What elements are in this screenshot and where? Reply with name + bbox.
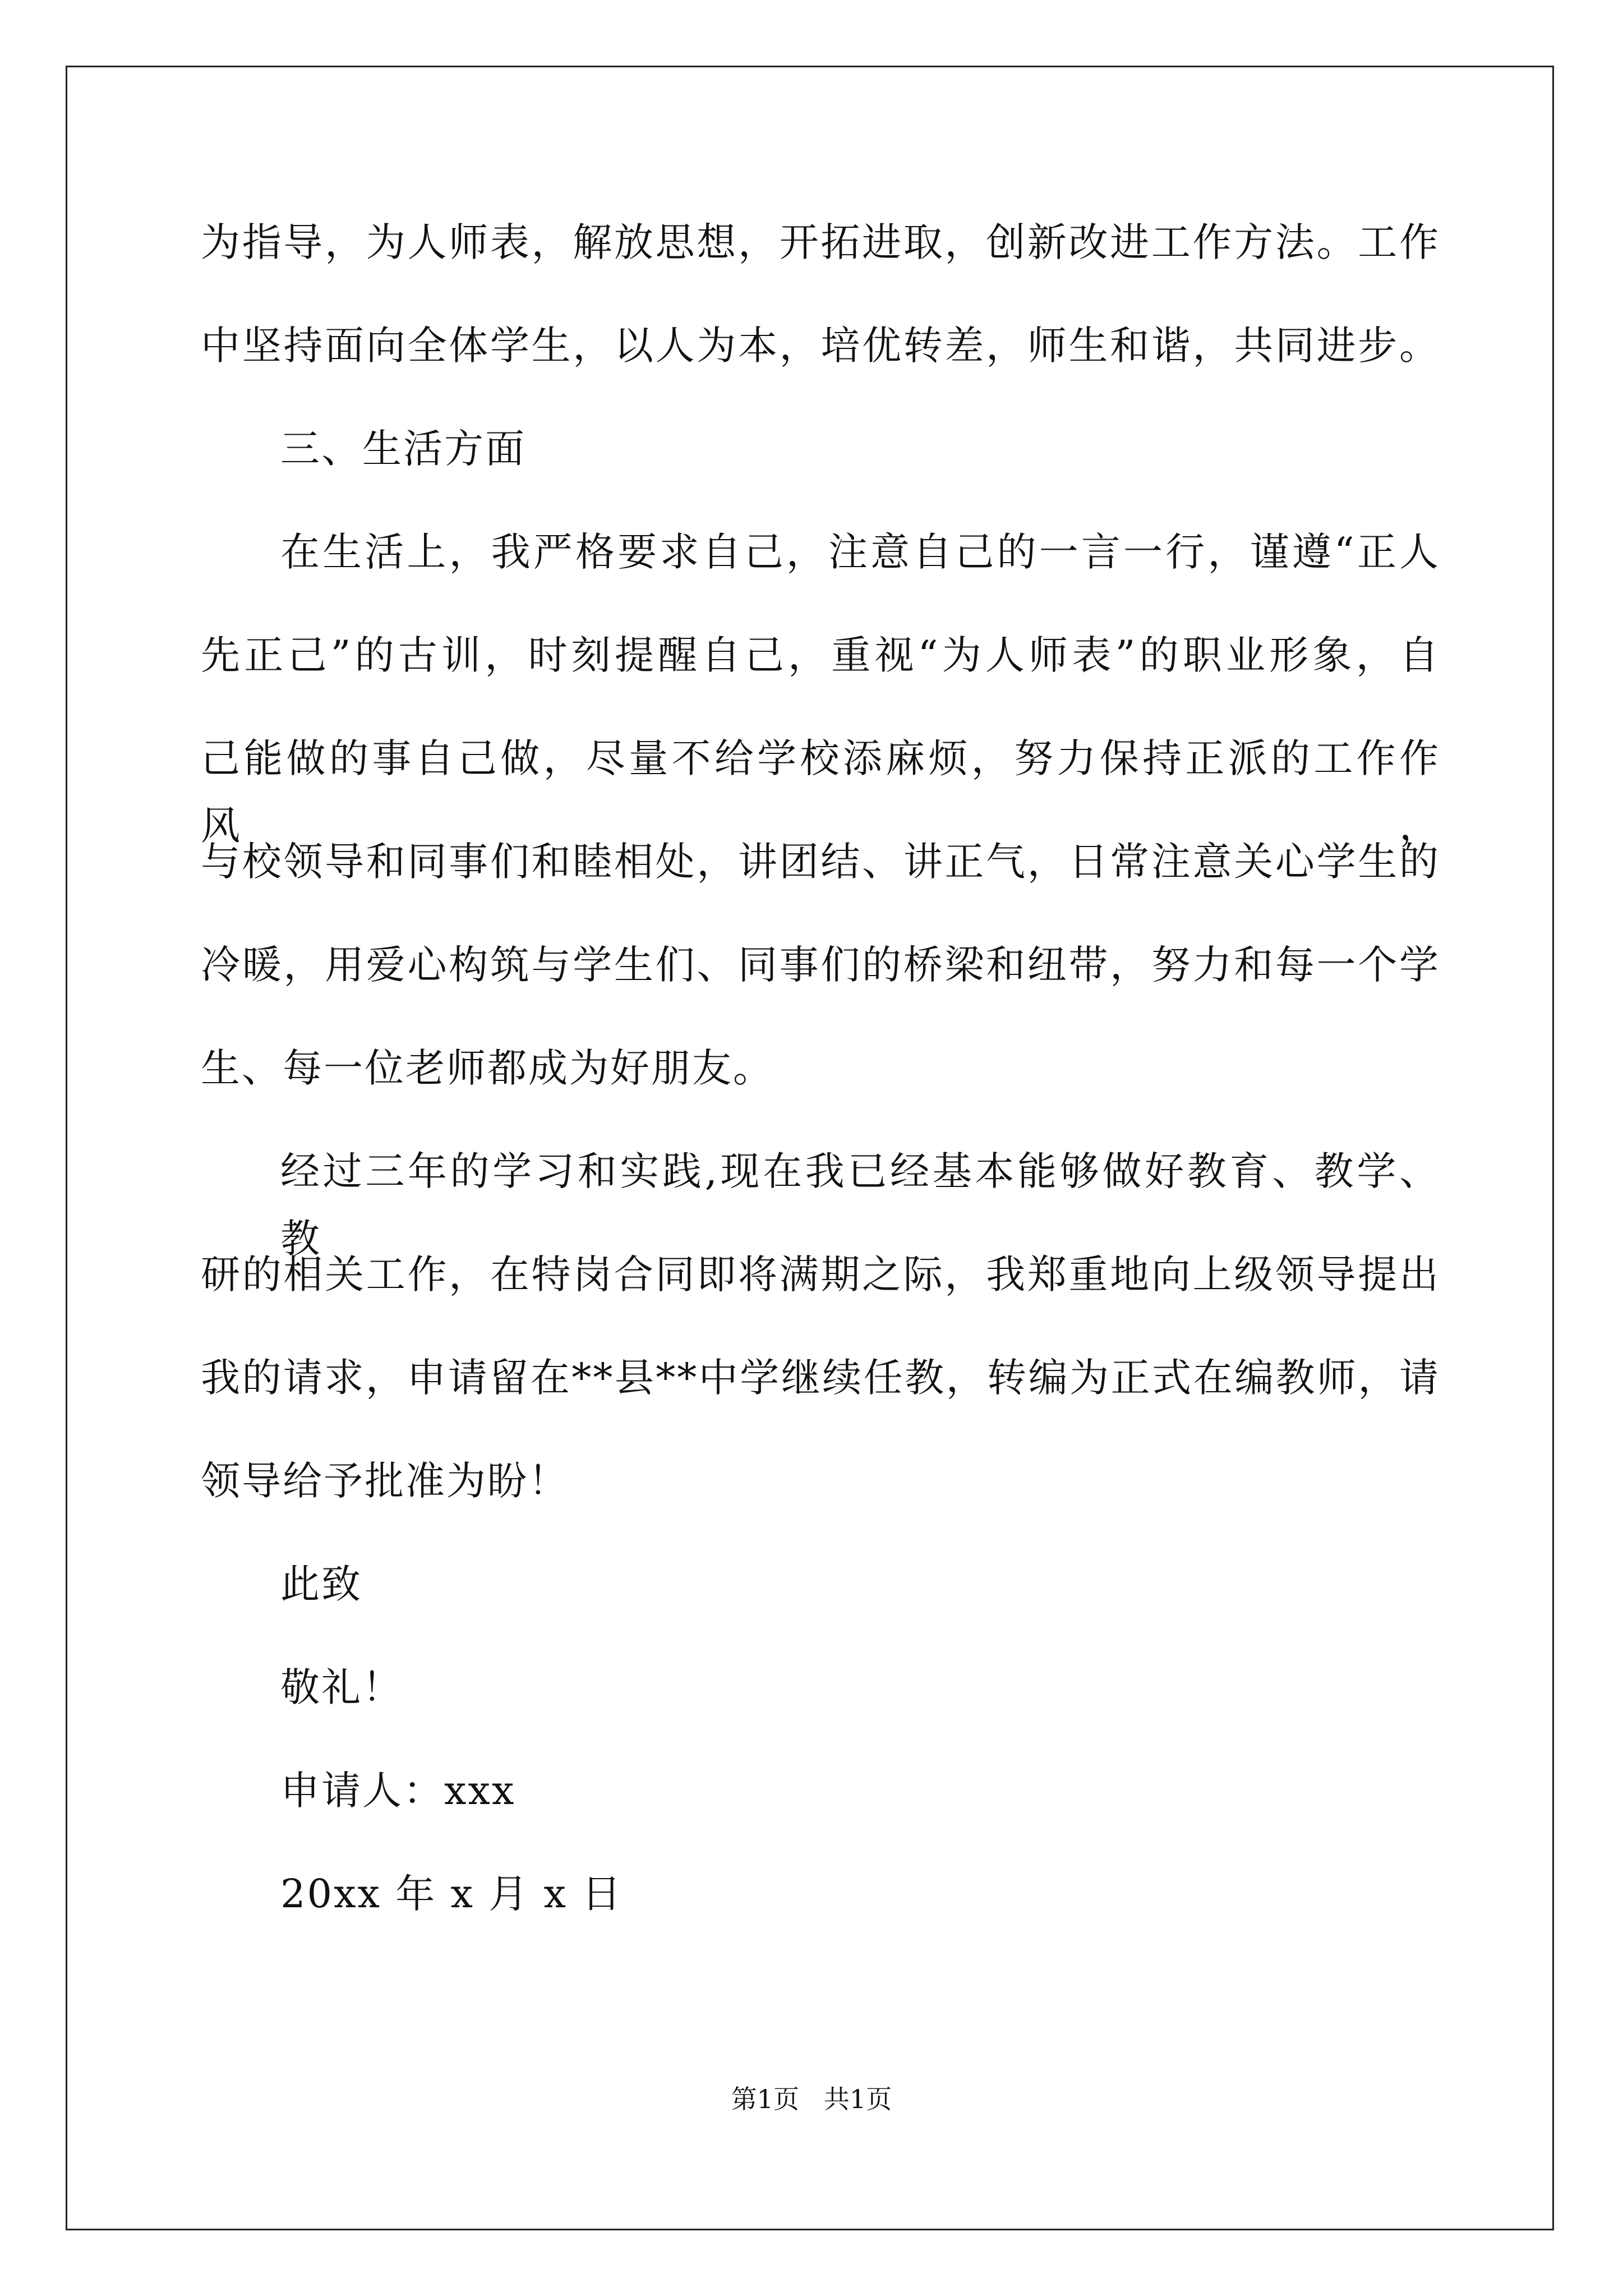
body-line: 研的相关工作，在特岗合同即将满期之际，我郑重地向上级领导提出 [201,1251,1440,1297]
page-footer [0,2082,1623,2116]
body-line: 生、每一位老师都成为好朋友。 [201,1045,774,1091]
body-line: 中坚持面向全体学生，以人为本，培优转差，师生和谐，共同进步。 [201,323,1440,369]
body-line: 经过三年的学习和实践,现在我已经基本能够做好教育、教学、教 [280,1148,1440,1262]
body-line: 在生活上，我严格要求自己，注意自己的一言一行，谨遵“正人 [280,529,1440,575]
body-line: 己能做的事自己做，尽量不给学校添麻烦，努力保持正派的工作作风， [201,735,1440,849]
section-heading: 三、生活方面 [280,426,526,472]
applicant-signature: 申请人：xxx [280,1768,516,1814]
letter-date: 20xx 年 x 月 x 日 [280,1871,623,1917]
body-line: 为指导，为人师表，解放思想，开拓进取，创新改进工作方法。工作 [201,219,1440,265]
body-line: 领导给予批准为盼！ [201,1458,569,1504]
body-line: 与校领导和同事们和睦相处，讲团结、讲正气，日常注意关心学生的 [201,839,1440,885]
page-number: 第1页 共1页 [731,2084,892,2114]
body-line: 先正己”的古训，时刻提醒自己，重视“为人师表”的职业形象，自 [201,632,1440,678]
letter-body [201,209,1440,1963]
closing-salutation: 此致 [280,1561,362,1607]
body-line: 我的请求，申请留在**县**中学继续任教，转编为正式在编教师，请 [201,1355,1440,1401]
closing-regards: 敬礼！ [280,1664,403,1710]
body-line: 冷暖，用爱心构筑与学生们、同事们的桥梁和纽带，努力和每一个学 [201,942,1440,988]
